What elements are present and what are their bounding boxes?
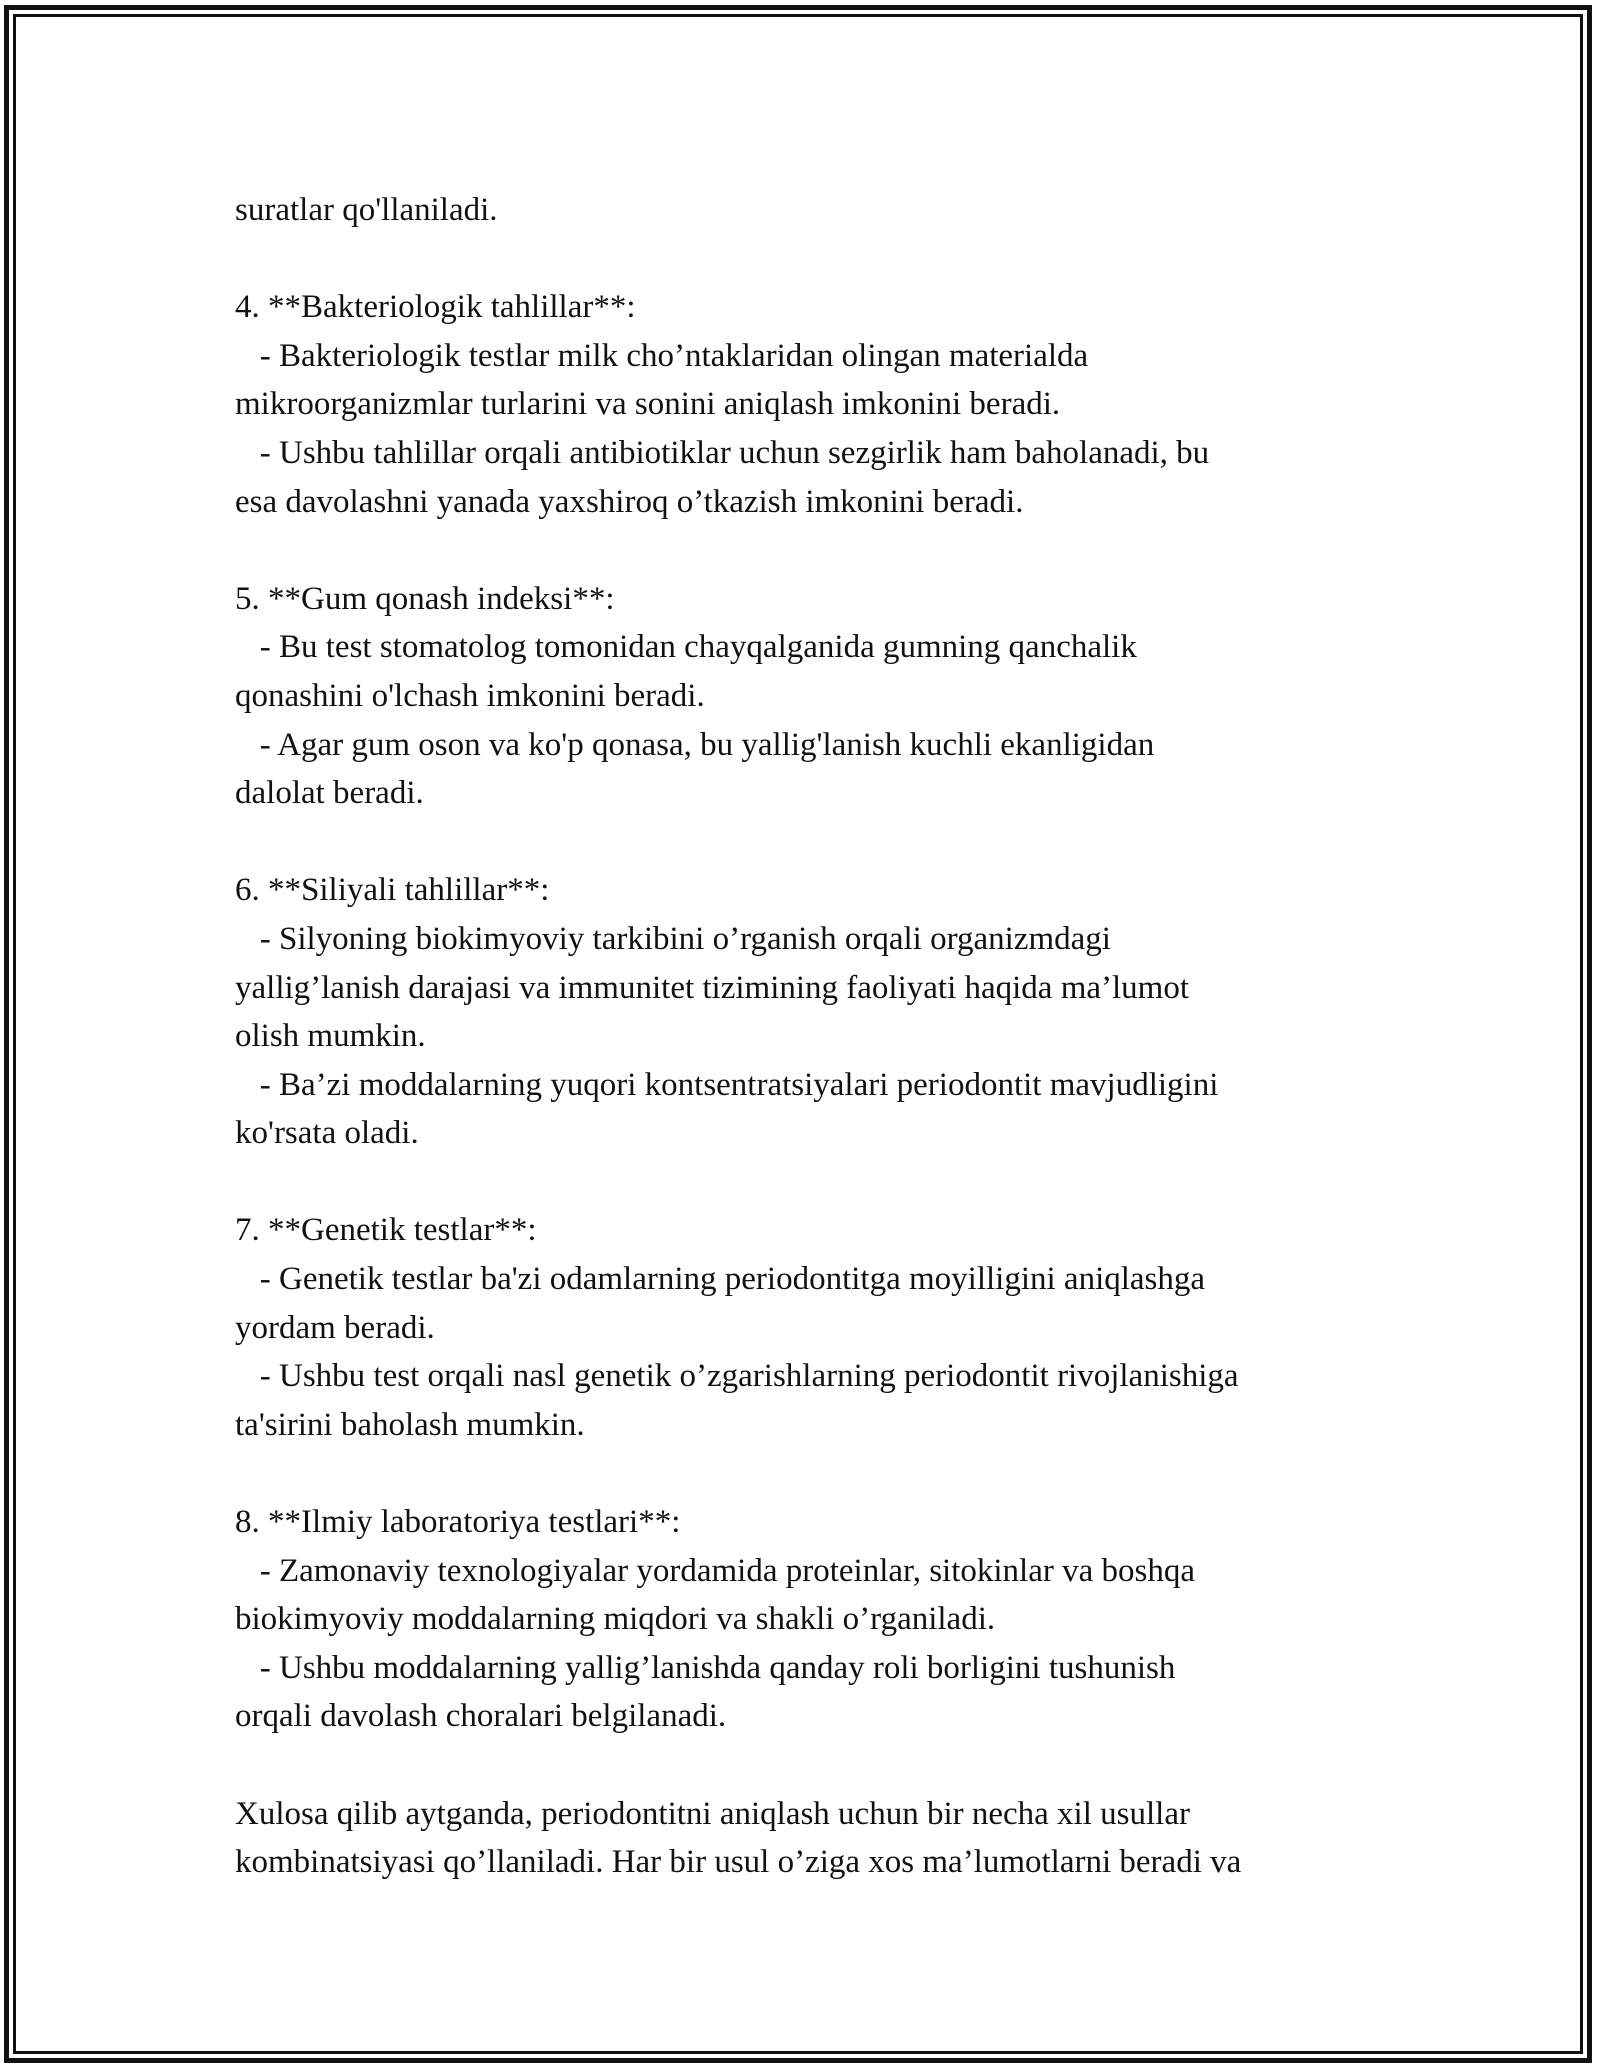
text-line: - Genetik testlar ba'zi odamlarning periodontitga moyilligini aniqlashga	[235, 1261, 1206, 1298]
text-line: mikroorganizmlar turlarini va sonini aniqlash imkonini beradi.	[235, 386, 1061, 423]
text-line: ko'rsata oladi.	[235, 1115, 419, 1152]
text-line: - Ba’zi moddalarning yuqori kontsentratsiyalari periodontit mavjudligini	[235, 1066, 1219, 1103]
text-line: - Ushbu tahlillar orqali antibiotiklar uchun sezgirlik ham baholanadi, bu	[235, 434, 1210, 471]
section-heading: 4. **Bakteriologik tahlillar**:	[235, 289, 636, 326]
conclusion-line: kombinatsiyasi qo’llaniladi. Har bir usul o’ziga xos ma’lumotlarni beradi va	[235, 1844, 1242, 1881]
conclusion-line: Xulosa qilib aytganda, periodontitni aniqlash uchun bir necha xil usullar	[235, 1795, 1190, 1832]
text-line: suratlar qo'llaniladi.	[235, 192, 498, 228]
blank-line	[235, 526, 1385, 575]
text-line: qonashini o'lchash imkonini beradi.	[235, 677, 705, 714]
section-heading: 5. **Gum qonash indeksi**:	[235, 580, 615, 617]
text-line: biokimyoviy moddalarning miqdori va shakli o’rganiladi.	[235, 1601, 996, 1638]
text-line: olish mumkin.	[235, 1018, 426, 1055]
text-line: - Silyoning biokimyoviy tarkibini o’rganish orqali organizmdagi	[235, 920, 1111, 957]
blank-line	[235, 818, 1385, 867]
text-line: - Bu test stomatolog tomonidan chayqalganida gumning qanchalik	[235, 629, 1137, 666]
blank-line	[235, 235, 1385, 284]
text-line: ta'sirini baholash mumkin.	[235, 1406, 585, 1443]
text-line: - Agar gum oson va ko'p qonasa, bu yallig'lanish kuchli ekanligidan	[235, 726, 1155, 763]
section-heading: 6. **Siliyali tahlillar**:	[235, 872, 550, 909]
text-line: yallig’lanish darajasi va immunitet tizimining faoliyati haqida ma’lumot	[235, 969, 1190, 1006]
section-heading: 7. **Genetik testlar**:	[235, 1212, 537, 1249]
text-line: - Ushbu test orqali nasl genetik o’zgarishlarning periodontit rivojlanishiga	[235, 1358, 1239, 1395]
blank-line	[235, 1158, 1385, 1207]
text-line: - Bakteriologik testlar milk cho’ntaklaridan olingan materialda	[235, 337, 1089, 374]
text-line: dalolat beradi.	[235, 775, 424, 812]
blank-line	[235, 1449, 1385, 1498]
blank-line	[235, 1741, 1385, 1790]
document-body	[235, 186, 1385, 1887]
text-line: esa davolashni yanada yaxshiroq o’tkazish imkonini beradi.	[235, 483, 1024, 520]
text-line: orqali davolash choralari belgilanadi.	[235, 1698, 727, 1735]
text-line: - Zamonaviy texnologiyalar yordamida proteinlar, sitokinlar va boshqa	[235, 1552, 1195, 1589]
text-line: yordam beradi.	[235, 1309, 435, 1346]
text-line: - Ushbu moddalarning yallig’lanishda qanday roli borligini tushunish	[235, 1649, 1176, 1686]
section-heading: 8. **Ilmiy laboratoriya testlari**:	[235, 1504, 681, 1541]
